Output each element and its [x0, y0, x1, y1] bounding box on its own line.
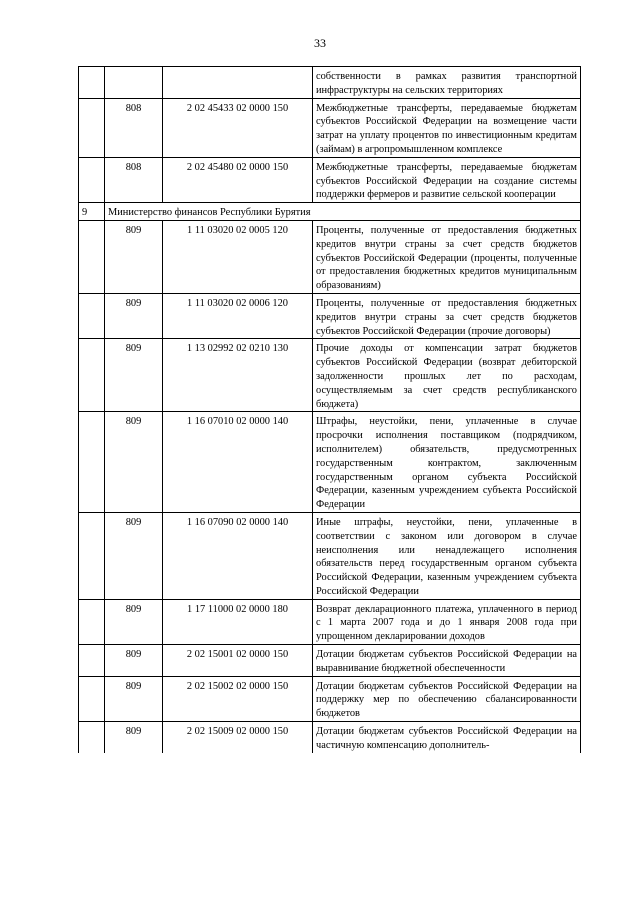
admin-code-cell: 809 — [105, 293, 163, 338]
admin-code-cell: 808 — [105, 157, 163, 202]
revenue-code-cell: 2 02 15009 02 0000 150 — [163, 722, 313, 753]
revenue-code-cell: 2 02 15001 02 0000 150 — [163, 645, 313, 677]
revenue-code-cell: 1 13 02992 02 0210 130 — [163, 339, 313, 412]
row-number-cell — [79, 293, 105, 338]
row-number-cell — [79, 67, 105, 99]
admin-code-cell — [105, 67, 163, 99]
ministry-header-row — [79, 203, 581, 221]
revenue-code-cell: 1 11 03020 02 0005 120 — [163, 220, 313, 293]
admin-code-cell: 809 — [105, 645, 163, 677]
table-row — [79, 512, 581, 599]
row-number-cell — [79, 676, 105, 721]
row-number-cell — [79, 339, 105, 412]
description-cell: Штрафы, неустойки, пени, уплаченные в случае просрочки исполнения поставщиком (подрядчиком, исполнителем) обязательств, предусмотренных государственным контрактом, заключенным государственным органом субъекта Российской Федерации, казенным учреждением субъекта Российской Федерации — [313, 412, 581, 513]
table-row — [79, 220, 581, 293]
description-cell: Межбюджетные трансферты, передаваемые бюджетам субъектов Российской Федерации на создание системы поддержки фермеров и развитие сельской кооперации — [313, 157, 581, 202]
table-row — [79, 98, 581, 157]
ministry-number: 9 — [79, 203, 105, 221]
table-row — [79, 293, 581, 338]
revenue-code-cell: 1 11 03020 02 0006 120 — [163, 293, 313, 338]
row-number-cell — [79, 645, 105, 677]
row-number-cell — [79, 157, 105, 202]
description-cell: Возврат декларационного платежа, уплаченного в период с 1 марта 2007 года и до 1 января 2008 года при упрощенном декларировании доходов — [313, 599, 581, 644]
row-number-cell — [79, 599, 105, 644]
admin-code-cell: 809 — [105, 676, 163, 721]
admin-code-cell: 809 — [105, 220, 163, 293]
admin-code-cell: 809 — [105, 412, 163, 513]
revenue-code-cell: 1 17 11000 02 0000 180 — [163, 599, 313, 644]
description-cell: собственности в рамках развития транспортной инфраструктуры на сельских территориях — [313, 67, 581, 99]
revenue-code-cell: 2 02 45433 02 0000 150 — [163, 98, 313, 157]
table-row — [79, 157, 581, 202]
table-row — [79, 339, 581, 412]
description-cell: Проценты, полученные от предоставления бюджетных кредитов внутри страны за счет средств бюджетов субъектов Российской Федерации (прочие договоры) — [313, 293, 581, 338]
admin-code-cell: 809 — [105, 339, 163, 412]
admin-code-cell: 809 — [105, 599, 163, 644]
admin-code-cell: 809 — [105, 512, 163, 599]
description-cell: Прочие доходы от компенсации затрат бюджетов субъектов Российской Федерации (возврат дебиторской задолженности прошлых лет по расходам, осуществляемым за счет средств республиканского бюджета) — [313, 339, 581, 412]
row-number-cell — [79, 722, 105, 753]
revenue-codes-table — [78, 66, 581, 753]
table-row — [79, 412, 581, 513]
description-cell: Дотации бюджетам субъектов Российской Федерации на частичную компенсацию дополнитель- — [313, 722, 581, 753]
page-number: 33 — [314, 36, 326, 50]
ministry-name: Министерство финансов Республики Бурятия — [105, 203, 581, 221]
description-cell: Дотации бюджетам субъектов Российской Федерации на поддержку мер по обеспечению сбалансированности бюджетов — [313, 676, 581, 721]
revenue-code-cell: 1 16 07090 02 0000 140 — [163, 512, 313, 599]
description-cell: Межбюджетные трансферты, передаваемые бюджетам субъектов Российской Федерации на возмещение части затрат на уплату процентов по инвестиционным кредитам (займам) в агропромышленном комплексе — [313, 98, 581, 157]
row-number-cell — [79, 220, 105, 293]
table-row — [79, 722, 581, 753]
revenue-code-cell: 2 02 45480 02 0000 150 — [163, 157, 313, 202]
row-number-cell — [79, 412, 105, 513]
row-number-cell — [79, 98, 105, 157]
revenue-code-cell: 1 16 07010 02 0000 140 — [163, 412, 313, 513]
description-cell: Дотации бюджетам субъектов Российской Федерации на выравнивание бюджетной обеспеченности — [313, 645, 581, 677]
table-row — [79, 67, 581, 99]
table-row — [79, 676, 581, 721]
row-number-cell — [79, 512, 105, 599]
description-cell: Иные штрафы, неустойки, пени, уплаченные в соответствии с законом или договором в случае неисполнения или ненадлежащего исполнения обязательств перед государственным органом субъекта Российской Федерации, казенным учреждением субъекта Российской Федерации — [313, 512, 581, 599]
table-row — [79, 645, 581, 677]
admin-code-cell: 808 — [105, 98, 163, 157]
description-cell: Проценты, полученные от предоставления бюджетных кредитов внутри страны за счет средств бюджетов субъектов Российской Федерации (проценты, полученные от предоставления бюджетных кредитов муниципальным образованиям) — [313, 220, 581, 293]
revenue-code-cell — [163, 67, 313, 99]
table-row — [79, 599, 581, 644]
revenue-code-cell: 2 02 15002 02 0000 150 — [163, 676, 313, 721]
admin-code-cell: 809 — [105, 722, 163, 753]
